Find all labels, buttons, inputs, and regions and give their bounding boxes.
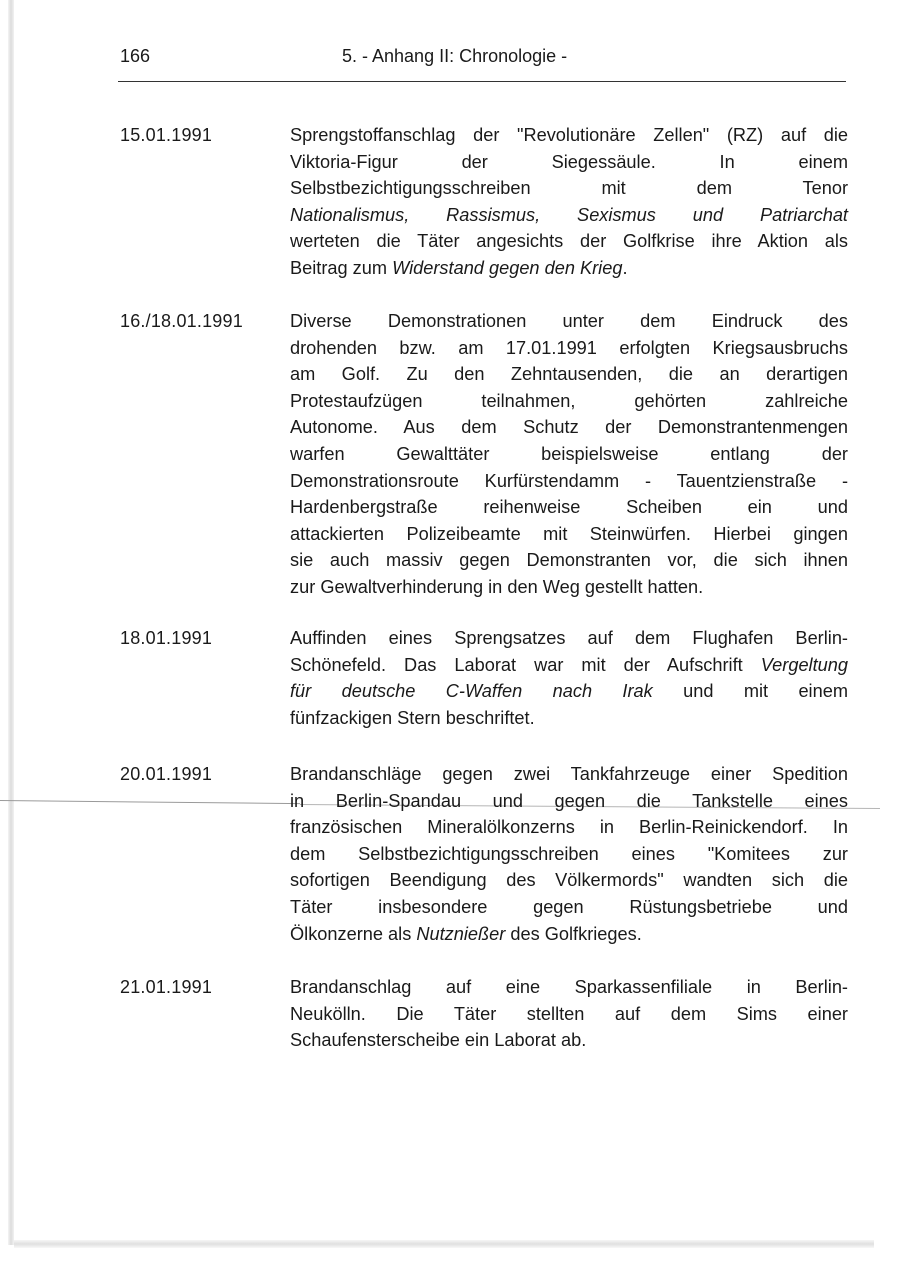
- text-line: [290, 122, 848, 149]
- text-run: Hardenbergstraße reihenweise Scheiben ein und: [290, 497, 848, 518]
- entry-date: 15.01.1991: [120, 125, 213, 145]
- text-run: Brandanschläge gegen zwei Tankfahrzeuge einer Spedition: [290, 764, 848, 784]
- scan-shadow-left: [8, 0, 14, 1245]
- text-run: .: [622, 257, 628, 278]
- entry-date: 21.01.1991: [120, 977, 213, 997]
- text-line: [290, 894, 848, 921]
- text-line: [290, 1001, 848, 1028]
- text-line: [290, 761, 848, 788]
- text-line: [290, 441, 848, 468]
- text-run: fünfzackigen Stern beschriftet.: [290, 707, 535, 728]
- text-line: [290, 705, 848, 732]
- text-run: attackierten Polizeibeamte mit Steinwürfen. Hierbei gingen: [290, 523, 848, 544]
- text-run: warfen Gewalttäter beispielsweise entlang der: [290, 443, 848, 464]
- text-line: [290, 574, 848, 601]
- text-line: [290, 414, 848, 441]
- text-run: Schönefeld. Das Laborat war mit der Aufschrift: [290, 654, 761, 675]
- text-line: [290, 867, 848, 894]
- text-run: Beitrag zum: [290, 257, 393, 278]
- text-line: [290, 388, 848, 415]
- scan-shadow-bottom: [14, 1240, 874, 1248]
- text-run: Auffinden eines Sprengsatzes auf dem Flughafen Berlin-: [290, 628, 848, 648]
- text-run: Brandanschlag auf eine Sparkassenfiliale in Berlin-: [290, 977, 848, 997]
- text-run: in Berlin-Spandau und gegen die Tankstelle eines: [290, 790, 848, 811]
- text-run: Neukölln. Die Täter stellten auf dem Sims einer: [290, 1003, 848, 1024]
- text-run: zur Gewaltverhinderung in den Weg gestellt hatten.: [290, 576, 704, 597]
- scan-artifact-line: [0, 800, 300, 804]
- text-line: [290, 841, 848, 868]
- header-divider: [118, 81, 846, 82]
- entry-text: [290, 974, 848, 1054]
- page-number: 166: [120, 46, 151, 66]
- text-line: [290, 175, 848, 202]
- text-run: Viktoria-Figur der Siegessäule. In einem: [290, 151, 848, 172]
- text-line: [290, 521, 848, 548]
- text-line: [290, 335, 848, 362]
- text-line: [290, 625, 848, 652]
- entry-text: [290, 122, 848, 282]
- text-run: Demonstrationsroute Kurfürstendamm - Tauentzienstraße -: [290, 470, 848, 491]
- text-run: französischen Mineralölkonzerns in Berlin-Reinickendorf. In: [290, 817, 848, 838]
- text-run: dem Selbstbezichtigungsschreiben eines "Komitees zur: [290, 843, 848, 864]
- text-run: am Golf. Zu den Zehntausenden, die an derartigen: [290, 364, 848, 385]
- text-line: [290, 494, 848, 521]
- text-line: [290, 202, 848, 229]
- text-line: [290, 308, 848, 335]
- text-line: [290, 547, 848, 574]
- text-run: Diverse Demonstrationen unter dem Eindruck des: [290, 311, 848, 331]
- entry-date: 18.01.1991: [120, 628, 213, 648]
- text-run: Selbstbezichtigungsschreiben mit dem Tenor: [290, 178, 848, 199]
- text-line: [290, 361, 848, 388]
- entry-text: [290, 761, 848, 947]
- emphasized-text: Widerstand gegen den Krieg: [392, 257, 623, 278]
- text-run: sofortigen Beendigung des Völkermords" wandten sich die: [290, 870, 848, 891]
- text-run: Ölkonzerne als: [290, 923, 417, 944]
- text-run: Täter insbesondere gegen Rüstungsbetriebe und: [290, 896, 848, 917]
- text-line: [290, 149, 848, 176]
- text-run: und mit einem: [652, 681, 848, 702]
- text-line: [290, 228, 848, 255]
- text-line: [290, 255, 848, 282]
- entry-date: 20.01.1991: [120, 764, 213, 784]
- entry-text: [290, 308, 848, 601]
- text-line: [290, 974, 848, 1001]
- running-title: 5. - Anhang II: Chronologie -: [342, 46, 568, 66]
- text-run: werteten die Täter angesichts der Golfkrise ihre Aktion als: [290, 231, 848, 252]
- entry-text: [290, 625, 848, 731]
- page-header: [118, 44, 846, 74]
- text-run: Schaufensterscheibe ein Laborat ab.: [290, 1030, 587, 1051]
- text-line: [290, 814, 848, 841]
- text-line: [290, 678, 848, 705]
- text-run: Autonome. Aus dem Schutz der Demonstrantenmengen: [290, 417, 848, 438]
- text-run: drohenden bzw. am 17.01.1991 erfolgten Kriegsausbruchs: [290, 337, 848, 358]
- text-run: Sprengstoffanschlag der "Revolutionäre Zellen" (RZ) auf die: [290, 125, 848, 145]
- text-line: [290, 652, 848, 679]
- entry-date: 16./18.01.1991: [120, 311, 243, 331]
- text-line: [290, 1027, 848, 1054]
- emphasized-text: Nationalismus, Rassismus, Sexismus und Patriarchat: [290, 204, 848, 225]
- text-line: [290, 468, 848, 495]
- emphasized-text: Vergeltung: [760, 654, 848, 675]
- text-run: des Golfkrieges.: [505, 923, 642, 944]
- text-run: Protestaufzügen teilnahmen, gehörten zahlreiche: [290, 390, 848, 411]
- emphasized-text: für deutsche C-Waffen nach Irak: [290, 681, 653, 702]
- text-run: sie auch massiv gegen Demonstranten vor, die sich ihnen: [290, 550, 848, 571]
- emphasized-text: Nutznießer: [416, 923, 506, 944]
- text-line: [290, 788, 848, 815]
- text-line: [290, 921, 848, 948]
